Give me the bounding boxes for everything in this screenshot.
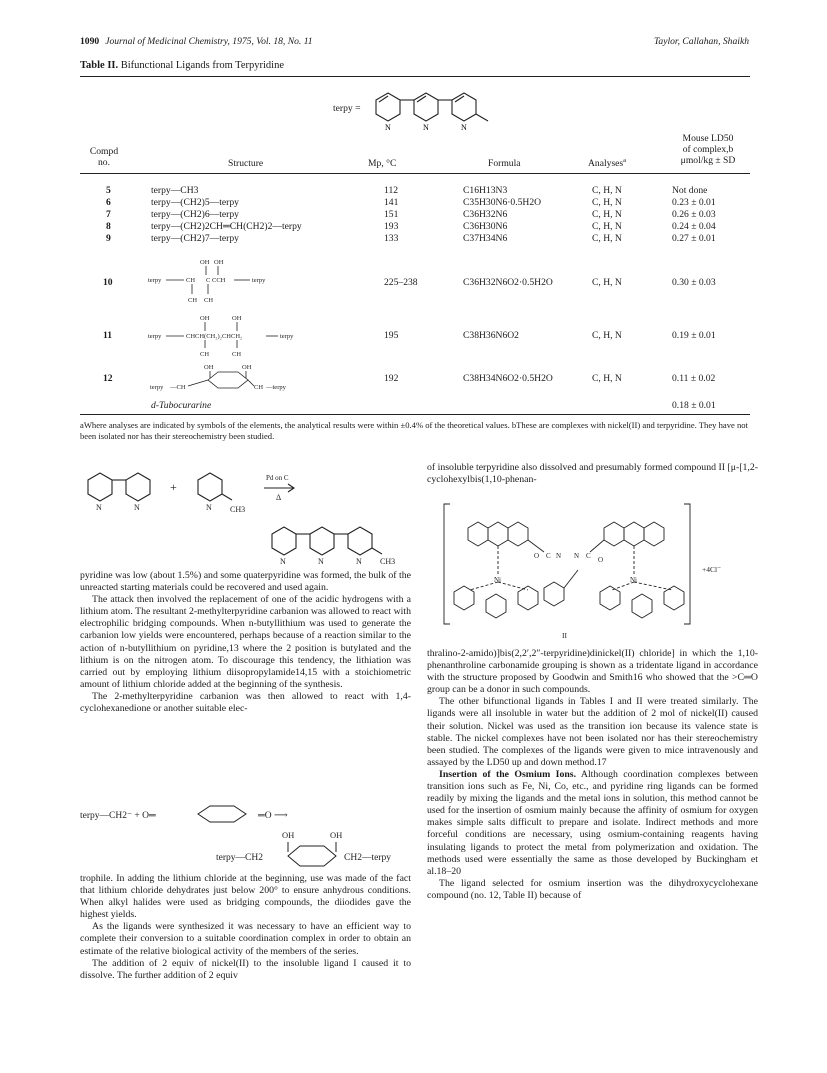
row-12-terpy-label: terpy [150,384,164,391]
table-top-rule [80,76,750,77]
col-header-compd: Compd no. [89,146,119,168]
row-6-mp: 141 [384,197,399,208]
scheme2-ch2-terpy: CH2—terpy [344,853,391,863]
right-column-top [427,462,758,486]
row-10-ch-bottom-2: CH [204,297,214,304]
row-9-mp: 133 [384,233,399,244]
row-tubocurarine-ld50: 0.18 ± 0.01 [672,400,716,411]
row-11-ld50: 0.19 ± 0.01 [672,330,716,341]
row-10-ld50: 0.30 ± 0.03 [672,277,716,288]
row-10-oh-label-1: OH [200,259,210,266]
row-tubocurarine-structure: d-Tubocurarine [151,400,212,411]
svg-text:O: O [598,556,604,564]
svg-text:N: N [461,123,467,132]
row-11-terpy-label-2: terpy [280,333,294,340]
terpy-definition-label: terpy = [333,103,361,114]
right-paragraph-1: of insoluble terpyridine also dissolved and presumably formed compound II [μ-[1,2-cyclohexylbis(1,10-phenan- [427,462,758,486]
row-12-structure-drawing [148,362,298,396]
row-10-formula: C36H32N6O2·0.5H2O [463,277,553,288]
col-header-mp: Mp, °C [368,158,397,169]
row-12-terpy-label-2: —terpy [266,384,286,391]
row-7-no: 7 [106,209,111,220]
scheme-plus: + [170,480,177,494]
row-8-mp: 193 [384,221,399,232]
col-header-formula: Formula [488,158,521,169]
row-7-formula: C36H32N6 [463,209,508,220]
analyses-header-text: Analyses [588,158,624,169]
row-10-c-label: C [206,277,211,284]
row-10-mp: 225–238 [384,277,418,288]
row-10-analyses: C, H, N [592,277,622,288]
row-10-terpy-label-2: terpy [252,277,266,284]
row-5-ld50: Not done [672,185,708,196]
row-6-analyses: C, H, N [592,197,622,208]
row-10-ch-bottom-1: CH [188,297,198,304]
left-paragraph-6: The addition of 2 equiv of nickel(II) to the insoluble ligand I caused it to dissolve. The further addition of 2 equiv [80,957,411,981]
table-label: Table II. [80,60,119,71]
scheme-ch3-reactant: CH3 [230,505,246,514]
svg-text:N: N [574,552,580,560]
terpy-structure-drawing [370,84,510,136]
row-8-analyses: C, H, N [592,221,622,232]
right-paragraph-5: The ligand selected for osmium insertion was the dihydroxycyclohexane compound (no. 12, Table II) because of [427,877,758,901]
svg-text:N: N [206,503,212,512]
row-8-no: 8 [106,221,111,232]
row-8-formula: C36H30N6 [463,221,508,232]
row-8-ld50: 0.24 ± 0.04 [672,221,716,232]
row-9-no: 9 [106,233,111,244]
row-9-structure: terpy—(CH2)7—terpy [151,233,239,244]
row-12-ch-label: —CH [170,384,186,391]
row-11-ch-bottom-2: CH [232,351,242,358]
row-8-structure: terpy—(CH2)2CH═CH(CH2)2—terpy [151,221,302,232]
left-paragraph-3: The 2-methylterpyridine carbanion was then allowed to react with 1,4-cyclohexanedione or another suitable elec- [80,690,411,715]
scheme-ch3-product: CH3 [380,557,396,566]
row-9-formula: C37H34N6 [463,233,508,244]
right-paragraph-3: The other bifunctional ligands in Tables I and II were treated similarly. The ligands were all insoluble in water but the addition of 2 mol of nickel(II) caused their solution. Nickel was used as the transition ion because its valence state is stable. The nickel complexes have not been isolated nor has their stereochemistry been studied. The complexes of the ligands were given to mice intravenously and assayed by the LD50 up and down method.17 [427,696,758,768]
left-column-lower [80,873,411,982]
left-paragraph-5: As the ligands were synthesized it was necessary to have an efficient way to complete their conversion to a suitable coordination complex in order to obtain an estimate of the relative biological activity of the members of the series. [80,921,411,957]
row-7-analyses: C, H, N [592,209,622,220]
row-10-structure-drawing [148,256,278,306]
col-header-analyses [588,158,626,169]
svg-text:Ni: Ni [630,576,637,584]
svg-text:N: N [96,503,102,512]
row-11-oh-label-2: OH [232,315,242,322]
row-11-terpy-label: terpy [148,333,162,340]
row-9-analyses: C, H, N [592,233,622,244]
row-6-formula: C35H30N6·0.5H2O [463,197,542,208]
row-11-no: 11 [103,330,113,341]
row-10-terpy-label: terpy [148,277,162,284]
scheme2-left-label: terpy—CH2⁻ + O═ [80,811,156,821]
row-12-mp: 192 [384,373,399,384]
row-6-structure: terpy—(CH2)5—terpy [151,197,239,208]
scheme2-right-label: ═O ⟶ [258,811,288,821]
row-11-structure-drawing [148,312,308,360]
reaction-scheme-pd [80,462,410,570]
row-10-no: 10 [103,277,113,288]
row-6-no: 6 [106,197,111,208]
row-11-analyses: C, H, N [592,330,622,341]
row-12-oh-label-1: OH [204,364,214,371]
row-7-ld50: 0.26 ± 0.03 [672,209,716,220]
reaction-scheme-cyclohexanedione [80,800,410,870]
right-paragraph-4 [427,769,758,878]
table-bottom-rule [80,414,750,415]
row-6-ld50: 0.23 ± 0.01 [672,197,716,208]
row-10-cch-label: CCH [212,277,226,284]
svg-text:Ni: Ni [494,576,501,584]
row-5-analyses: C, H, N [592,185,622,196]
svg-text:N: N [134,503,140,512]
scheme-reagent-label: Pd on C [266,474,289,482]
row-12-no: 12 [103,373,113,384]
row-11-chain-label: CHCH(CH₂)₂CHCH₂ [186,333,243,340]
table-title: Bifunctional Ligands from Terpyridine [120,60,285,71]
row-7-structure: terpy—(CH2)6—terpy [151,209,239,220]
row-12-oh-label-2: OH [242,364,252,371]
row-9-ld50: 0.27 ± 0.01 [672,233,716,244]
complex-ii-label: II [562,631,567,640]
left-paragraph-4: trophile. In adding the lithium chloride at the beginning, use was made of the fact that lithium chloride dehydrates just below 200° to ensure anhydrous conditions. When alkyl halides were used as bridging compounds, the diiodides gave the highest yields. [80,873,411,921]
left-paragraph-1: pyridine was low (about 1.5%) and some quaterpyridine was formed, the bulk of the unreacted starting materials could be recovered and used again. [80,570,411,594]
row-7-mp: 151 [384,209,399,220]
left-column-upper [80,570,411,715]
header-bottom-rule [80,173,750,174]
row-12-formula: C38H34N6O2·0.5H2O [463,373,553,384]
table-footnote: aWhere analyses are indicated by symbols of the elements, the analytical results were within ±0.4% of the theoretical values. bThese are complexes with nickel(II) and terpyridine. They have not been isolated nor has their stereochemistry been studied. [80,420,748,441]
svg-text:C: C [546,552,551,560]
table-caption [80,60,284,71]
left-paragraph-2: The attack then involved the replacement of one of the acidic hydrogens with a lithium atom. The resultant 2-methylterpyridine carbanion was allowed to react with electrophilic bridging compounds. When n-butyllithium was used to generate the carbanion low yields were encountered, perhaps because of a reaction similar to the action of n-butyllithium on pyridine,13 where the 2 position is butylated and the lithium is on the nitrogen atom. To discourage this tendency, the lithiation was carried out by employing lithium diisopropylamide14,15 with a stoichiometric amount of lithium chloride added at the beginning of the synthesis. [80,594,411,690]
page-number: 1090 [80,36,100,47]
svg-text:N: N [556,552,562,560]
row-5-mp: 112 [384,185,399,196]
journal-citation: Journal of Medicinal Chemistry, 1975, Vol. 18, No. 11 [105,36,313,47]
running-header-left [80,36,313,47]
right-paragraph-4-text: Although coordination complexes between transition ions such as Fe, Ni, Co, etc., and pyridine ring ligands can be formed readily by mixing the ligands and the metal ions in solution, this method cannot be used for the insertion of osmium mainly because the affinity of osmium for oxygen makes simple salts difficult to prepare and isolate. Indirect methods and more forceful conditions are necessary, using osmium-containing reagents having insulating ligands to protect the metal from polymerization and oxidation. The methods used were essentially the same as those developed by Buckingham et al.18–20 [427,768,758,877]
row-12-ld50: 0.11 ± 0.02 [672,373,716,384]
svg-text:N: N [423,123,429,132]
svg-text:N: N [385,123,391,132]
row-11-ch-bottom-1: CH [200,351,210,358]
row-11-mp: 195 [384,330,399,341]
row-10-ch-label: CH [186,277,196,284]
scheme2-terpy-ch2: terpy—CH2 [216,853,263,863]
svg-text:O: O [534,552,540,560]
complex-chloride-label: +4Cl⁻ [702,565,722,574]
row-11-oh-label-1: OH [200,315,210,322]
row-10-oh-label-2: OH [214,259,224,266]
scheme2-oh-2: OH [330,830,343,840]
svg-text:N: N [280,557,286,566]
right-paragraph-2: thralino-2-amido)]bis(2,2′,2″-terpyridine)dinickel(II) chloride] in which the 1,10-phenanthroline carbonamide grouping is shown as a tridentate ligand in accordance with the structure proposed by Goodwin and Smith16 who showed that the >C═O group can be a donor in such compounds. [427,648,758,696]
footnote-marker-a: a [623,156,627,164]
col-header-structure: Structure [228,158,264,169]
row-5-no: 5 [106,185,111,196]
scheme-heat-label: Δ [276,493,282,502]
running-header-authors: Taylor, Callahan, Shaikh [653,36,749,47]
svg-text:C: C [586,552,591,560]
svg-text:N: N [318,557,324,566]
row-5-structure: terpy—CH3 [151,185,199,196]
row-5-formula: C16H13N3 [463,185,508,196]
right-column-main [427,648,758,902]
row-12-ch2-label: CH [254,384,264,391]
col-header-ld50: Mouse LD50 of complex,b μmol/kg ± SD [680,133,736,166]
svg-text:N: N [356,557,362,566]
section-heading-osmium: Insertion of the Osmium Ions. [439,768,577,780]
complex-ii-structure [440,500,750,640]
row-12-analyses: C, H, N [592,373,622,384]
row-11-formula: C38H36N6O2 [463,330,519,341]
scheme2-oh-1: OH [282,830,295,840]
